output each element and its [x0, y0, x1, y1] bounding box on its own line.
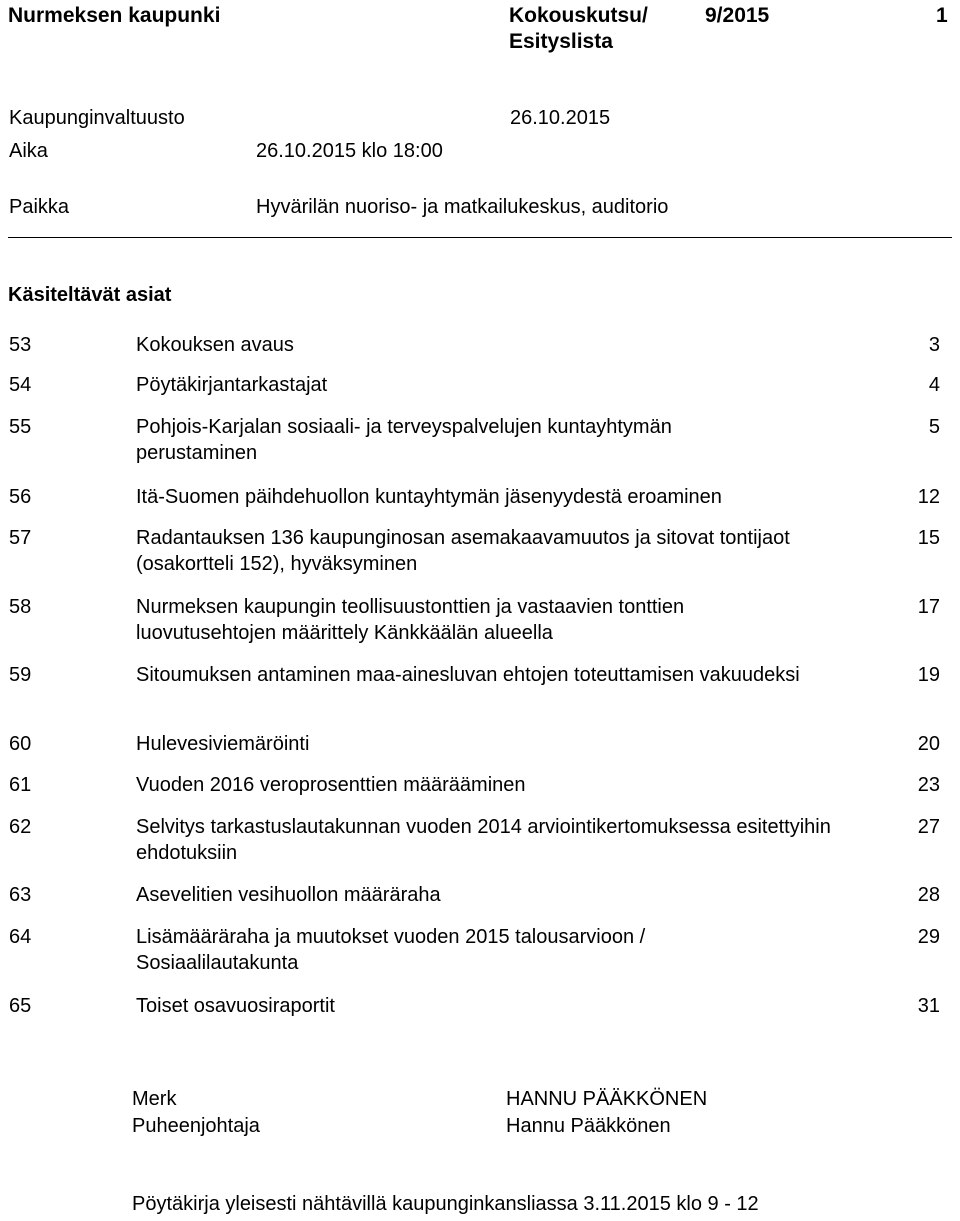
doc-type-line1: Kokouskutsu/ [509, 4, 648, 27]
item-title: Pohjois-Karjalan sosiaali- ja terveyspalvelujen kuntayhtymän perustaminen [136, 416, 672, 464]
item-page: 28 [917, 884, 940, 906]
place-label: Paikka [9, 196, 70, 218]
item-title: Kokouksen avaus [136, 334, 294, 356]
signature-name-caps: HANNU PÄÄKKÖNEN [506, 1088, 708, 1110]
item-number: 59 [9, 664, 32, 686]
item-page: 15 [917, 527, 940, 549]
item-page: 20 [917, 733, 940, 755]
page-number: 1 [936, 4, 948, 27]
item-number: 65 [9, 995, 32, 1017]
signature-role: Puheenjohtaja [132, 1115, 260, 1137]
municipality-name: Nurmeksen kaupunki [8, 4, 221, 27]
signature-name: Hannu Pääkkönen [506, 1115, 671, 1137]
item-number: 61 [9, 774, 32, 796]
item-page: 19 [917, 664, 940, 686]
item-page: 29 [917, 926, 940, 948]
item-title: Hulevesiviemäröinti [136, 733, 310, 755]
item-number: 60 [9, 733, 32, 755]
doc-type-line2: Esityslista [509, 30, 613, 53]
item-number: 64 [9, 926, 32, 948]
item-title: Itä-Suomen päihdehuollon kuntayhtymän jäsenyydestä eroaminen [136, 486, 722, 508]
item-title: Vuoden 2016 veroprosenttien määrääminen [136, 774, 526, 796]
meeting-body: Kaupunginvaltuusto [9, 107, 185, 129]
public-notice: Pöytäkirja yleisesti nähtävillä kaupunginkansliassa 3.11.2015 klo 9 - 12 [132, 1193, 759, 1215]
item-title: Lisämääräraha ja muutokset vuoden 2015 talousarvioon / Sosiaalilautakunta [136, 926, 646, 974]
item-title: Selvitys tarkastuslautakunnan vuoden 2014 arviointikertomuksessa esitettyihin ehdotuksiin [136, 816, 831, 864]
item-number: 62 [9, 816, 32, 838]
section-divider [8, 237, 952, 238]
item-title: Toiset osavuosiraportit [136, 995, 335, 1017]
meeting-date: 26.10.2015 [510, 107, 611, 129]
doc-number: 9/2015 [705, 4, 770, 27]
place-value: Hyvärilän nuoriso- ja matkailukeskus, auditorio [256, 196, 669, 218]
item-number: 55 [9, 416, 32, 438]
item-title: Sitoumuksen antaminen maa-ainesluvan ehtojen toteuttamisen vakuudeksi [136, 664, 800, 686]
item-number: 58 [9, 596, 32, 618]
item-number: 54 [9, 374, 32, 396]
time-label: Aika [9, 140, 48, 162]
item-number: 63 [9, 884, 32, 906]
item-title: Nurmeksen kaupungin teollisuustonttien ja vastaavien tonttien luovutusehtojen määrittely Känkkäälän alueella [136, 596, 685, 644]
item-number: 56 [9, 486, 32, 508]
item-page: 27 [917, 816, 940, 838]
item-page: 17 [917, 596, 940, 618]
signature-merk: Merk [132, 1088, 177, 1110]
item-page: 4 [928, 374, 940, 396]
item-number: 53 [9, 334, 32, 356]
item-title: Radantauksen 136 kaupunginosan asemakaavamuutos ja sitovat tontijaot (osakortteli 152), hyväksyminen [136, 527, 790, 575]
item-page: 5 [928, 416, 940, 438]
item-number: 57 [9, 527, 32, 549]
item-page: 23 [917, 774, 940, 796]
item-page: 12 [917, 486, 940, 508]
agenda-heading: Käsiteltävät asiat [8, 284, 172, 306]
item-page: 3 [928, 334, 940, 356]
time-value: 26.10.2015 klo 18:00 [256, 140, 443, 162]
item-title: Pöytäkirjantarkastajat [136, 374, 328, 396]
item-page: 31 [917, 995, 940, 1017]
item-title: Asevelitien vesihuollon määräraha [136, 884, 441, 906]
